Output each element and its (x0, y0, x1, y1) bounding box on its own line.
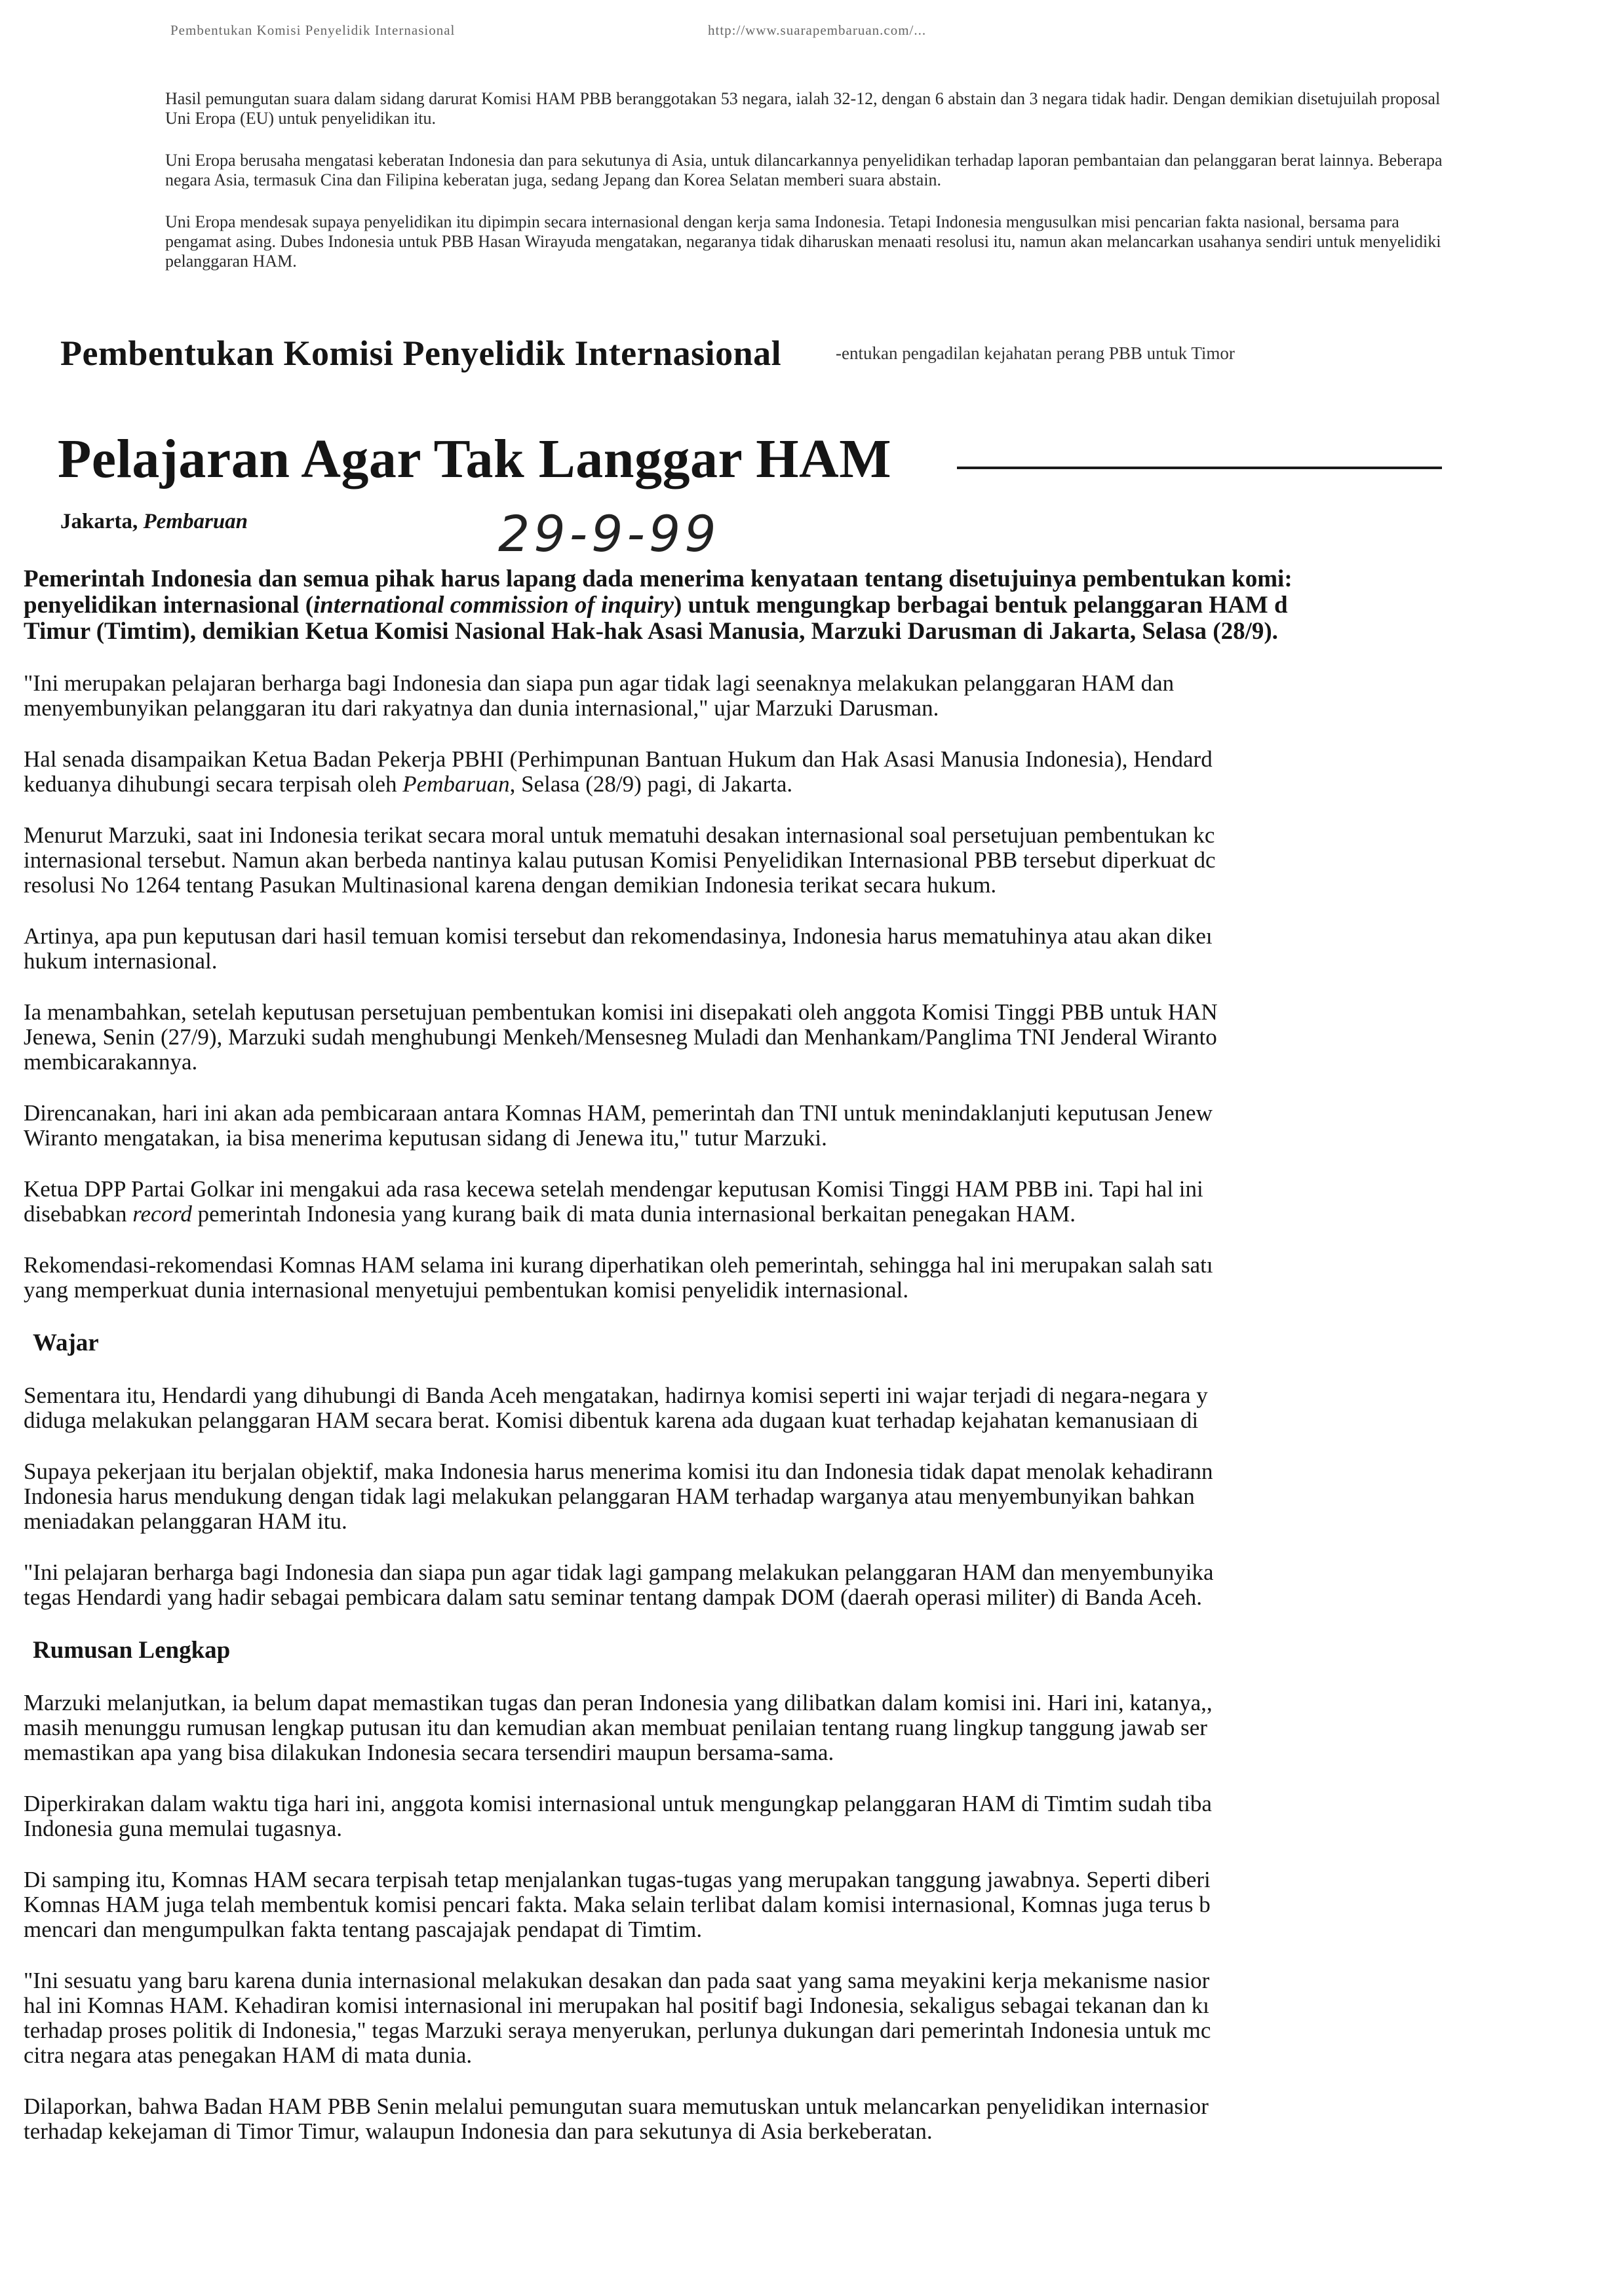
previous-paragraph: Uni Eropa mendesak supaya penyelidikan itu dipimpin secara internasional dengan kerja sama Indonesia. Tetapi Indonesia mengusulkan misi pencarian fakta nasional, bersama para pengamat asing. Dubes Indonesia untuk PBB Hasan Wirayuda mengatakan, negaranya tidak diharuskan menaati resolusi itu, namun akan melancarkan usahanya sendiri untuk menyelidiki pelanggaran HAM. (165, 212, 1441, 271)
paragraph: Artinya, apa pun keputusan dari hasil temuan komisi tersebut dan rekomendasinya, Indonesia harus mematuhinya atau akan dikeı hukum internasional. (24, 924, 1213, 974)
headline-rule (957, 467, 1442, 469)
paragraph: "Ini pelajaran berharga bagi Indonesia dan siapa pun agar tidak lagi gampang melakukan pelanggaran HAM dan menyembunyika tegas Hendardi yang hadir sebagai pembicara dalam satu seminar tentang dampak DOM (daerah operasi militer) di Banda Aceh. (24, 1560, 1214, 1610)
previous-paragraph: Uni Eropa berusaha mengatasi keberatan Indonesia dan para sekutunya di Asia, untuk dilancarkannya penyelidikan terhadap laporan pembantaian dan pelanggaran berat lainnya. Beberapa negara Asia, termasuk Cina dan Filipina keberatan juga, sedang Jepang dan Korea Selatan memberi suara abstain. (165, 151, 1443, 189)
paragraph: Direncanakan, hari ini akan ada pembicaraan antara Komnas HAM, pemerintah dan TNI untuk menindaklanjuti keputusan Jenew Wiranto mengatakan, ia bisa menerima keputusan sidang di Jenewa itu," tutur Marzuki. (24, 1101, 1213, 1151)
paragraph: Ia menambahkan, setelah keputusan persetujuan pembentukan komisi ini disepakati oleh anggota Komisi Tinggi PBB untuk HAN Jenewa, Senin (27/9), Marzuki sudah menghubungi Menkeh/Mensesneg Muladi dan Menhankam/Panglima TNI Jenderal Wiranto membicarakannya. (24, 1000, 1218, 1075)
paragraph: Rekomendasi-rekomendasi Komnas HAM selama ini kurang diperhatikan oleh pemerintah, sehingga hal ini merupakan salah satı yang memperkuat dunia internasional menyetujui pembentukan komisi penyelidik internasional. (24, 1253, 1213, 1303)
paragraph: Diperkirakan dalam waktu tiga hari ini, anggota komisi internasional untuk mengungkap pelanggaran HAM di Timtim sudah tiba Indonesia guna memulai tugasnya. (24, 1791, 1212, 1841)
paragraph: Dilaporkan, bahwa Badan HAM PBB Senin melalui pemungutan suara memutuskan untuk melancarkan penyelidikan internasior terhadap kekejaman di Timor Timur, walaupun Indonesia dan para sekutunya di Asia berkeberatan. (24, 2094, 1209, 2144)
previous-paragraph: Hasil pemungutan suara dalam sidang darurat Komisi HAM PBB beranggotakan 53 negara, ialah 32-12, dengan 6 abstain dan 3 negara tidak hadir. Dengan demikian disetujuilah proposal Uni Eropa (EU) untuk penyelidikan itu. (165, 89, 1441, 128)
paragraph: "Ini sesuatu yang baru karena dunia internasional melakukan desakan dan pada saat yang sama meyakini kerja mekanisme nasior hal ini Komnas HAM. Kehadiran komisi internasional ini merupakan hal positif bagi Indonesia, sekaligus sebagai tekanan dan kı terhadap proses politik di Indonesia," tegas Marzuki seraya menyerukan, perlunya dukungan dari pemerintah Indonesia untuk mc citra negara atas penegakan HAM di mata dunia. (24, 1968, 1211, 2068)
lead-paragraph: Pemerintah Indonesia dan semua pihak harus lapang dada menerima kenyataan tentang disetujuinya pembentukan komi: penyelidikan internasional (international commission of inquiry) untuk mengungkap berbagai bentuk pelanggaran HAM d Timur (Timtim), demikian Ketua Komisi Nasional Hak-hak Asasi Manusia, Marzuki Darusman di Jakarta, Selasa (28/9). (24, 566, 1293, 645)
paragraph: Hal senada disampaikan Ketua Badan Pekerja PBHI (Perhimpunan Bantuan Hukum dan Hak Asasi Manusia Indonesia), Hendard keduanya dihubungi secara terpisah oleh Pembaruan, Selasa (28/9) pagi, di Jakarta. (24, 747, 1213, 797)
paragraph: Supaya pekerjaan itu berjalan objektif, maka Indonesia harus menerima komisi itu dan Indonesia tidak dapat menolak kehadirann Indonesia harus mendukung dengan tidak lagi melakukan pelanggaran HAM terhadap warganya atau menyembunyikan bahkan meniadakan pelanggaran HAM itu. (24, 1459, 1213, 1534)
subhead-wajar: Wajar (33, 1330, 99, 1356)
subhead-rumusan-lengkap: Rumusan Lengkap (33, 1637, 231, 1664)
paragraph: Di samping itu, Komnas HAM secara terpisah tetap menjalankan tugas-tugas yang merupakan tanggung jawabnya. Seperti diberi Komnas HAM juga telah membentuk komisi pencari fakta. Maka selain terlibat dalam komisi internasional, Komnas juga terus b mencari dan mengumpulkan fakta tentang pascajajak pendapat di Timtim. (24, 1867, 1211, 1942)
paragraph: Menurut Marzuki, saat ini Indonesia terikat secara moral untuk mematuhi desakan internasional soal persetujuan pembentukan kc internasional tersebut. Namun akan berbeda nantinya kalau putusan Komisi Penyelidikan Internasional PBB tersebut diperkuat dc resolusi No 1264 tentang Pasukan Multinasional karena dengan demikian Indonesia terikat secara hukum. (24, 823, 1216, 898)
paragraph: Sementara itu, Hendardi yang dihubungi di Banda Aceh mengatakan, hadirnya komisi seperti ini wajar terjadi di negara-negara y diduga melakukan pelanggaran HAM secara berat. Komisi dibentuk karena ada dugaan kuat terhadap kejahatan kemanusiaan di (24, 1383, 1208, 1433)
paragraph: "Ini merupakan pelajaran berharga bagi Indonesia dan siapa pun agar tidak lagi seenaknya melakukan pelanggaran HAM dan menyembunyikan pelanggaran itu dari rakyatnya dan dunia internasional," ujar Marzuki Darusman. (24, 671, 1175, 721)
clipped-text-fragment: -entukan pengadilan kejahatan perang PBB untuk Timor (836, 343, 1235, 363)
handwritten-date: 29-9-99 (498, 505, 720, 563)
previous-article-tail (165, 89, 1443, 294)
page-header-url: http://www.suarapembaruan.com/... (708, 22, 927, 38)
paragraph: Ketua DPP Partai Golkar ini mengakui ada rasa kecewa setelah mendengar keputusan Komisi Tinggi HAM PBB ini. Tapi hal ini disebabkan record pemerintah Indonesia yang kurang baik di mata dunia internasional berkaitan penegakan HAM. (24, 1177, 1203, 1227)
dateline (60, 510, 248, 534)
page-header-title: Pembentukan Komisi Penyelidik Internasional (170, 22, 456, 38)
dateline-place: Jakarta, (60, 510, 138, 533)
article-headline: Pelajaran Agar Tak Langgar HAM (58, 429, 892, 489)
dateline-source: Pembaruan (143, 510, 248, 533)
article-body (24, 566, 1482, 2170)
article-kicker: Pembentukan Komisi Penyelidik Internasional (60, 334, 782, 373)
paragraph: Marzuki melanjutkan, ia belum dapat memastikan tugas dan peran Indonesia yang dilibatkan dalam komisi ini. Hari ini, katanya,, masih menunggu rumusan lengkap putusan itu dan kemudian akan membuat penilaian tentang ruang lingkup tanggung jawab ser memastikan apa yang bisa dilakukan Indonesia secara tersendiri maupun bersama-sama. (24, 1691, 1213, 1765)
